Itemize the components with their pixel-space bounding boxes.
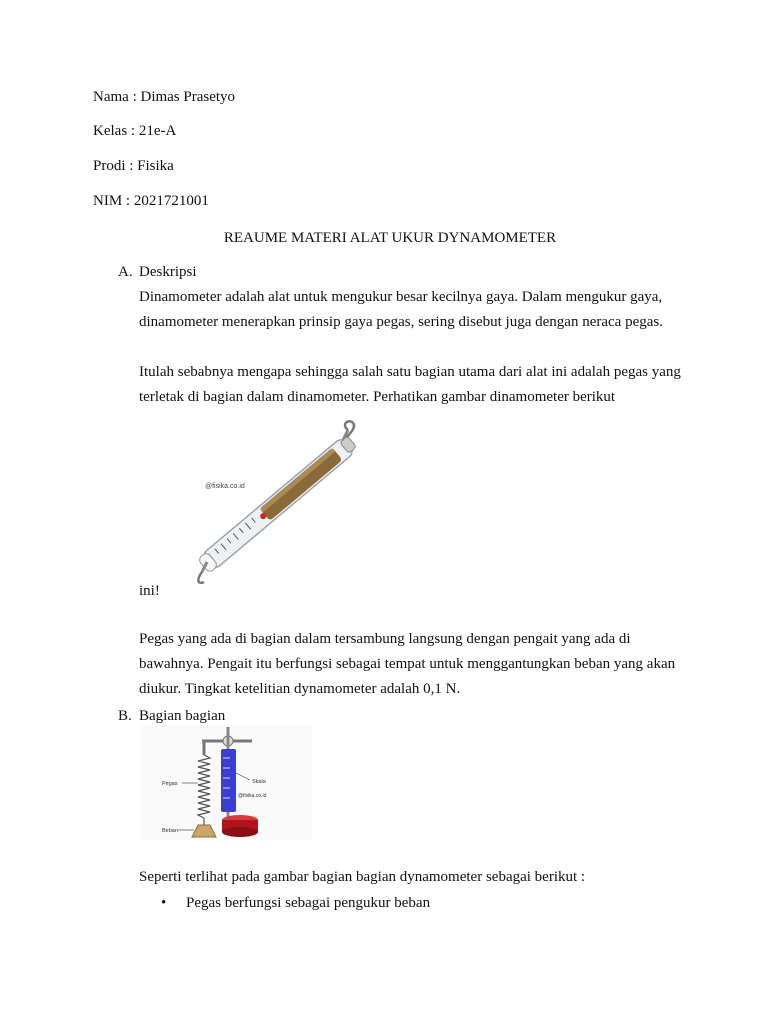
section-a-paragraph-2-end: ini! — [139, 583, 160, 599]
bullet-item: Pegas berfungsi sebagai pengukur beban — [186, 895, 431, 911]
section-a-paragraph-3: Pegas yang ada di bagian dalam tersambung langsung dengan pengait yang ada di bawahnya. Pengait itu berfungsi sebagai tempat untuk menggantungkan beban yang akan diukur. Tingkat ketelitian dynamometer adalah 0,1 N. — [139, 631, 676, 697]
figure-watermark-2: @fisika.co.id — [238, 793, 267, 799]
bullet-icon: • — [161, 895, 167, 911]
section-b-marker: B. — [118, 708, 132, 724]
section-b-intro: Seperti terlihat pada gambar bagian bagian dynamometer sebagai berikut : — [139, 869, 586, 885]
section-a-heading: Deskripsi — [139, 264, 197, 280]
student-name: Nama : Dimas Prasetyo — [93, 89, 236, 105]
document-title: REAUME MATERI ALAT UKUR DYNAMOMETER — [223, 230, 557, 246]
label-skala: Skala — [252, 779, 266, 785]
label-pegas: Pegas — [162, 781, 178, 787]
section-a-marker: A. — [118, 264, 133, 280]
section-b-heading: Bagian bagian — [139, 708, 226, 724]
section-a-paragraph-2: Itulah sebabnya mengapa sehingga salah satu bagian utama dari alat ini adalah pegas yang terletak di bagian dalam dinamometer. Perhatikan gambar dinamometer berikut — [139, 364, 681, 405]
student-nim: NIM : 2021721001 — [93, 193, 209, 209]
dynamometer-figure — [180, 420, 380, 585]
dynamometer-parts-figure — [140, 725, 312, 840]
label-beban: Beban — [162, 828, 178, 834]
student-program: Prodi : Fisika — [93, 158, 174, 174]
student-class: Kelas : 21e-A — [93, 123, 177, 139]
figure-watermark: @fisika.co.id — [205, 483, 245, 490]
section-a-paragraph-1: Dinamometer adalah alat untuk mengukur besar kecilnya gaya. Dalam mengukur gaya, dinamometer menerapkan prinsip gaya pegas, sering disebut juga dengan neraca pegas. — [139, 289, 663, 330]
